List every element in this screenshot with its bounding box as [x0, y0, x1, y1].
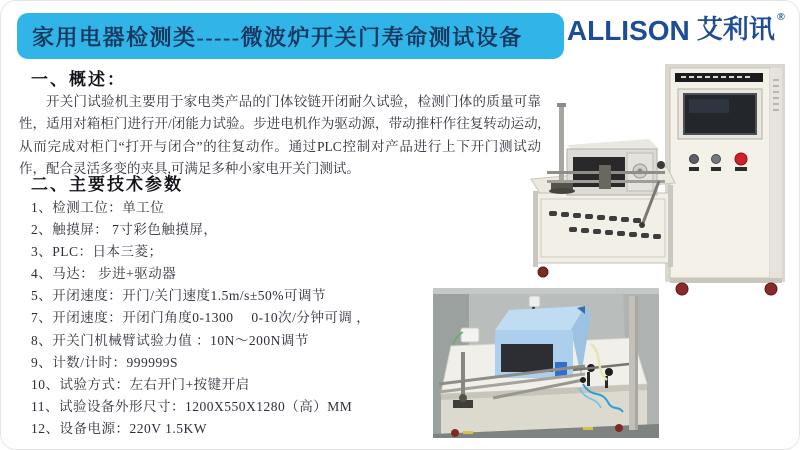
spec-item: 3、PLC：日本三菱；: [31, 244, 163, 260]
spec-item: 11、试验设备外形尺寸：1200X550X1280（高）MM: [31, 398, 353, 414]
spec-item: 12、设备电源：220V 1.5KW: [31, 420, 207, 436]
brand-name-en: ALLISON: [566, 15, 690, 46]
spec-item: 7、开闭速度：开闭门角度0-1300 0-10次/分钟可调 ，: [31, 310, 371, 326]
page-header: [17, 13, 564, 59]
brand-logo: [566, 11, 785, 46]
overview-paragraph: 开关门试验机主要用于家电类产品的门体铰链开闭耐久试验，检测门体的质量可靠性，适用对箱柜门进行开/闭能力试验。步进电机作为驱动源，带动推杆作往复转动运动,从而完成对柜门“打开与闭合”的往复动作。通过PLC控制对产品进行上下开门测试动作，配合灵活多变的夹具,可满足多种小家电开关门测试。: [19, 94, 541, 177]
machine-photo-illustration: [529, 59, 795, 299]
spec-list: [31, 197, 501, 440]
spec-item: 8、开关门机械臂试验力值 ：10N～200N调节: [31, 332, 309, 348]
brand-name-cn: 艾利讯: [696, 15, 775, 44]
spec-item: 10、试验方式：左右开门+按键开启: [31, 376, 250, 392]
page-title: 家用电器检测类-----微波炉开关门寿命测试设备: [32, 24, 523, 50]
spec-item: 9、计数/计时：999999S: [31, 354, 179, 370]
rig-photo: [433, 288, 659, 438]
spec-item: 5、开闭速度：开门/关门速度1.5m/s±50%可调节: [31, 288, 327, 304]
overview-heading: 一、概述：: [31, 70, 126, 89]
specs-heading: 二、主要技术参数: [31, 175, 183, 194]
machine-photo: [529, 59, 795, 299]
spec-item: 1、检测工位：单工位: [31, 200, 165, 215]
spec-item: 2、触摸屏： 7寸彩色触摸屏，: [31, 222, 218, 238]
rig-photo-illustration: [433, 288, 659, 438]
spec-item: 4、马达： 步进+驱动器: [31, 266, 177, 282]
registered-trademark-icon: ®: [776, 11, 785, 23]
